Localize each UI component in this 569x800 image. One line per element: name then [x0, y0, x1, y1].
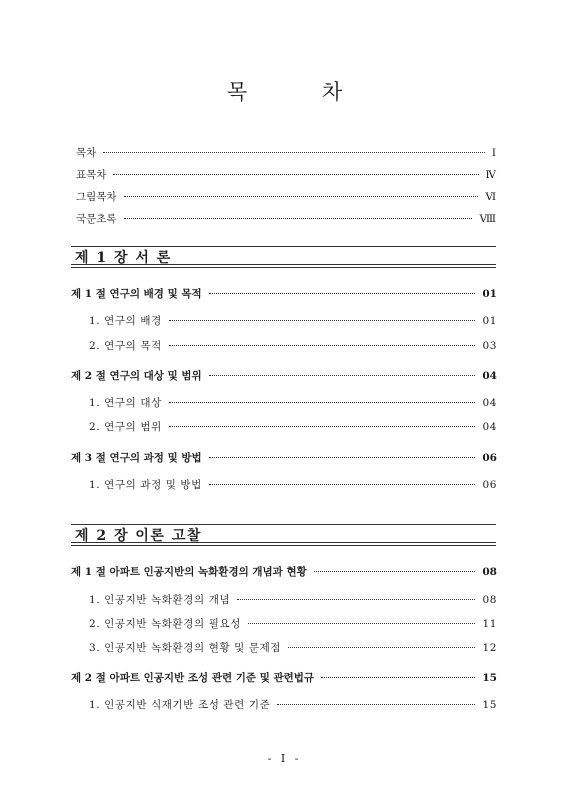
- dot-leader: [124, 218, 473, 219]
- toc-entry[interactable]: [76, 168, 496, 182]
- toc-item-page: 04: [482, 397, 497, 409]
- page-number: - Ⅰ -: [267, 752, 302, 765]
- toc-entry-page: Ⅰ: [491, 147, 496, 159]
- toc-item-label: 2. 연구의 범위: [89, 421, 162, 433]
- toc-section[interactable]: [71, 671, 497, 685]
- toc-item-label: 1. 인공지반 녹화환경의 개념: [89, 594, 231, 606]
- toc-section[interactable]: [71, 565, 497, 579]
- dot-leader: [169, 345, 476, 346]
- toc-item[interactable]: [89, 641, 497, 655]
- toc-item[interactable]: [89, 420, 497, 434]
- toc-section-label: 제 1 절 연구의 배경 및 목적: [71, 288, 202, 300]
- toc-entry-label: 표목차: [76, 169, 107, 181]
- toc-item-label: 3. 인공지반 녹화환경의 현황 및 문제점: [89, 642, 282, 654]
- toc-item[interactable]: [89, 396, 497, 410]
- dot-leader: [124, 196, 479, 197]
- dot-leader: [314, 571, 476, 572]
- toc-item-page: 01: [482, 315, 497, 327]
- chapter-title: 제 1 장 서 론: [75, 250, 172, 266]
- toc-item[interactable]: [89, 339, 497, 353]
- toc-entry-page: Ⅳ: [485, 169, 496, 181]
- toc-item-label: 1. 연구의 대상: [89, 397, 162, 409]
- toc-item-page: 08: [482, 594, 497, 606]
- toc-entry-label: 그림목차: [76, 191, 117, 203]
- toc-section-page: 01: [482, 288, 497, 300]
- toc-item[interactable]: [89, 478, 497, 492]
- dot-leader: [169, 426, 476, 427]
- toc-item-page: 06: [482, 479, 497, 491]
- dot-leader: [237, 599, 475, 600]
- dot-leader: [277, 704, 475, 705]
- toc-section-label: 제 2 절 아파트 인공지반 조성 관련 기준 및 관련법규: [71, 672, 315, 684]
- dot-leader: [321, 677, 475, 678]
- toc-entry-label: 국문초록: [76, 213, 117, 225]
- toc-entry-label: 목차: [76, 147, 97, 159]
- toc-section[interactable]: [71, 451, 497, 465]
- toc-item-label: 1. 연구의 배경: [89, 315, 162, 327]
- toc-item-page: 11: [482, 618, 497, 630]
- toc-section-page: 04: [482, 370, 497, 382]
- toc-section-page: 08: [482, 566, 497, 578]
- toc-section-page: 15: [482, 672, 497, 684]
- toc-section[interactable]: [71, 369, 497, 383]
- chapter-title: 제 2 장 이론 고찰: [75, 528, 202, 544]
- dot-leader: [248, 623, 475, 624]
- toc-item-page: 04: [482, 421, 497, 433]
- toc-section-label: 제 3 절 연구의 과정 및 방법: [71, 452, 202, 464]
- dot-leader: [288, 647, 475, 648]
- toc-item-page: 03: [482, 340, 497, 352]
- toc-entry[interactable]: [76, 212, 496, 226]
- toc-item-page: 15: [482, 699, 497, 711]
- toc-entry[interactable]: [76, 146, 496, 160]
- dot-leader: [209, 375, 476, 376]
- toc-section-page: 06: [482, 452, 497, 464]
- toc-item-label: 1. 연구의 과정 및 방법: [89, 479, 202, 491]
- dot-leader: [209, 484, 476, 485]
- toc-entry-page: Ⅷ: [479, 213, 496, 225]
- toc-section-label: 제 1 절 아파트 인공지반의 녹화환경의 개념과 현황: [71, 566, 307, 578]
- dot-leader: [169, 402, 476, 403]
- chapter-heading[interactable]: [71, 246, 496, 268]
- dot-leader: [113, 174, 478, 175]
- dot-leader: [103, 152, 485, 153]
- chapter-heading[interactable]: [71, 524, 496, 546]
- toc-item[interactable]: [89, 314, 497, 328]
- toc-item-label: 2. 연구의 목적: [89, 340, 162, 352]
- toc-item-label: 1. 인공지반 식재기반 조성 관련 기준: [89, 699, 271, 711]
- page-title: 목 차: [226, 80, 377, 104]
- toc-entry[interactable]: [76, 190, 496, 204]
- toc-item-page: 12: [482, 642, 497, 654]
- toc-section[interactable]: [71, 287, 497, 301]
- toc-item[interactable]: [89, 617, 497, 631]
- dot-leader: [209, 293, 476, 294]
- toc-item[interactable]: [89, 593, 497, 607]
- dot-leader: [209, 457, 476, 458]
- toc-entry-page: Ⅵ: [485, 191, 496, 203]
- toc-item[interactable]: [89, 698, 497, 712]
- toc-item-label: 2. 인공지반 녹화환경의 필요성: [89, 618, 241, 630]
- dot-leader: [169, 320, 476, 321]
- toc-section-label: 제 2 절 연구의 대상 및 범위: [71, 370, 202, 382]
